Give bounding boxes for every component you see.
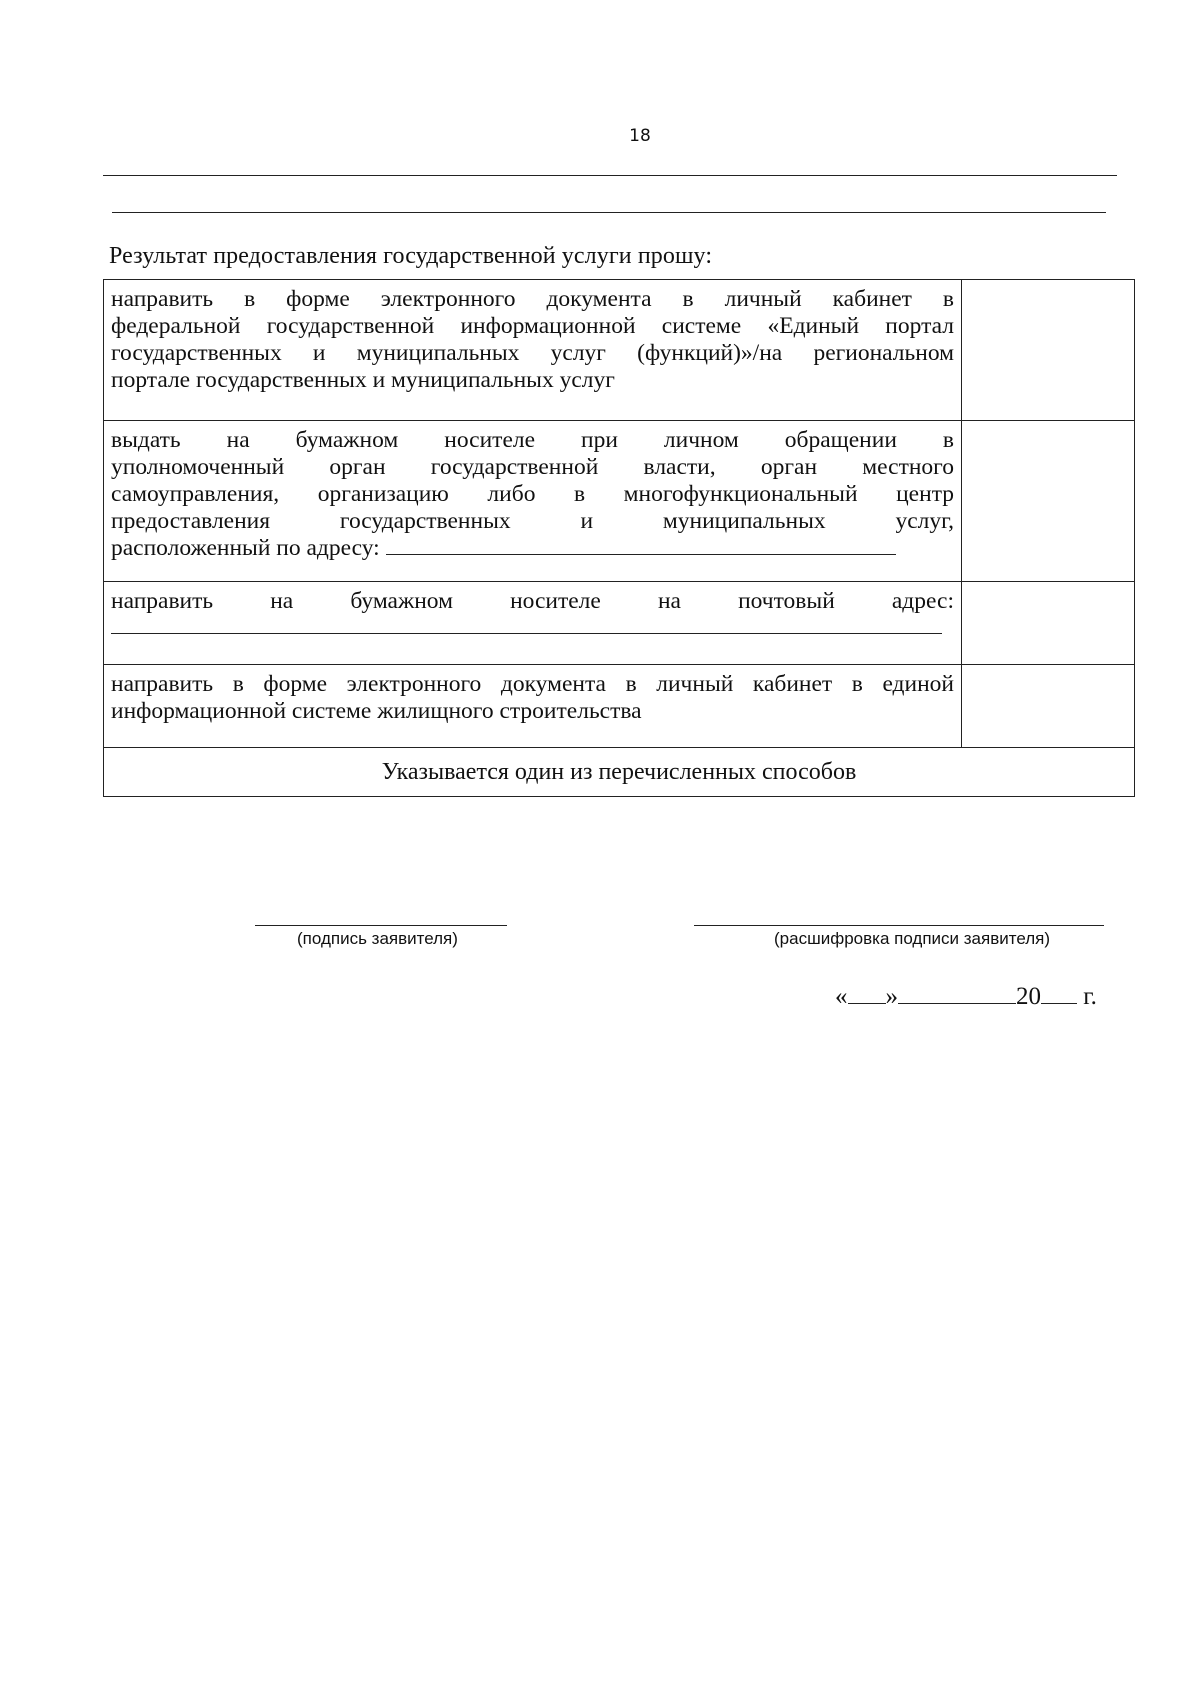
option-text xyxy=(104,582,962,665)
date-open-quote: « xyxy=(835,983,848,1010)
option-line: предоставления государственных и муниципальных услуг, xyxy=(111,508,954,534)
option-line: государственных и муниципальных услуг (функций)»/на региональном xyxy=(111,340,954,366)
option-text xyxy=(104,665,962,748)
option-checkbox-cell[interactable] xyxy=(962,421,1135,582)
option-row xyxy=(104,582,1135,665)
delivery-options-table xyxy=(103,279,1135,797)
day-blank[interactable] xyxy=(848,983,886,1004)
option-text xyxy=(104,280,962,421)
signature-caption: (подпись заявителя) xyxy=(297,929,458,948)
signature-line[interactable] xyxy=(255,925,507,926)
option-line: федеральной государственной информационной системе «Единый портал xyxy=(111,313,954,339)
option-row xyxy=(104,421,1135,582)
year-blank[interactable] xyxy=(1041,983,1077,1004)
option-line: расположенный по адресу: xyxy=(111,535,380,561)
option-line: портале государственных и муниципальных услуг xyxy=(111,367,615,393)
option-row xyxy=(104,280,1135,421)
signature-decoding-caption: (расшифровка подписи заявителя) xyxy=(774,929,1051,948)
address-blank[interactable] xyxy=(386,536,896,555)
option-line: информационной системе жилищного строительства xyxy=(111,698,642,724)
date-field xyxy=(835,983,1097,1011)
option-line: направить в форме электронного документа в личный кабинет в единой xyxy=(111,671,954,697)
option-checkbox-cell[interactable] xyxy=(962,582,1135,665)
applicant-line-1 xyxy=(103,175,1117,176)
year-suffix: г. xyxy=(1083,983,1097,1010)
option-text xyxy=(104,421,962,582)
option-line: самоуправления, организацию либо в многофункциональный центр xyxy=(111,481,954,507)
option-checkbox-cell[interactable] xyxy=(962,280,1135,421)
option-line: направить на бумажном носителе на почтовый адрес: xyxy=(111,588,954,614)
signature-decoding-line[interactable] xyxy=(694,925,1104,926)
option-line: направить в форме электронного документа в личный кабинет в xyxy=(111,286,954,312)
date-close-quote: » xyxy=(885,983,898,1010)
note-row xyxy=(104,748,1135,797)
option-row xyxy=(104,665,1135,748)
result-request-heading: Результат предоставления государственной услуги прошу: xyxy=(109,243,713,269)
option-line: выдать на бумажном носителе при личном обращении в xyxy=(111,427,954,453)
year-prefix: 20 xyxy=(1016,983,1041,1010)
page-number: 18 xyxy=(629,126,651,146)
selection-note: Указывается один из перечисленных способов xyxy=(104,748,1135,797)
month-blank[interactable] xyxy=(898,983,1016,1004)
option-checkbox-cell[interactable] xyxy=(962,665,1135,748)
postal-address-blank[interactable] xyxy=(111,615,942,634)
applicant-line-2 xyxy=(112,212,1106,213)
option-line: уполномоченный орган государственной власти, орган местного xyxy=(111,454,954,480)
